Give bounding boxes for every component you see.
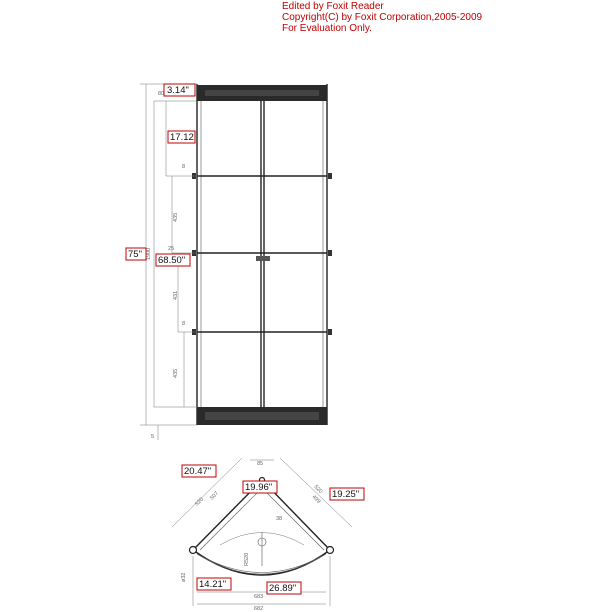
bottom-base-panel bbox=[205, 412, 319, 420]
post-right bbox=[327, 547, 334, 554]
dim-post: ø32 bbox=[181, 572, 187, 582]
plan-curved-front-inner-2 bbox=[201, 556, 322, 573]
plan-view bbox=[172, 458, 364, 612]
dim-mid: 25 bbox=[168, 246, 175, 252]
dim-radius: R520 bbox=[244, 552, 250, 566]
watermark-line-1: Edited by Foxit Reader bbox=[282, 1, 384, 12]
watermark-line-2: Copyright(C) by Foxit Corporation,2005-2009 bbox=[282, 12, 483, 23]
dim-top: 80 bbox=[158, 91, 165, 97]
dim-side-outer-right: 520 bbox=[312, 484, 324, 495]
dim-overall: 682 bbox=[254, 606, 264, 612]
shelf-clip bbox=[328, 173, 332, 179]
elevation-view bbox=[126, 84, 332, 440]
dim-section-c: 435 bbox=[173, 368, 179, 378]
plan-curved-front-inner bbox=[197, 554, 326, 574]
dim-overall-mm: 1900 bbox=[146, 247, 152, 260]
callout-top-rail: 3.14" bbox=[167, 85, 189, 96]
dim-base: 5 bbox=[151, 434, 155, 440]
callout-overall-height: 75" bbox=[128, 249, 142, 260]
dim-section-a: 435 bbox=[173, 212, 179, 222]
dim-front: 683 bbox=[254, 594, 264, 600]
callout-inner-left: 19.96" bbox=[245, 482, 273, 493]
post-left bbox=[190, 547, 197, 554]
callout-side-right: 19.25" bbox=[332, 489, 360, 500]
watermark-line-3: For Evaluation Only. bbox=[282, 23, 372, 34]
dim-side-inner-right: 499 bbox=[310, 494, 322, 505]
dim-depth: 38 bbox=[276, 516, 283, 522]
callout-side-left: 20.47" bbox=[184, 466, 212, 477]
dim-side-outer-left: 520 bbox=[194, 496, 205, 508]
callout-body-height: 68.50" bbox=[158, 255, 186, 266]
dim-top-width: 85 bbox=[257, 461, 264, 467]
shelf-clip bbox=[328, 329, 332, 335]
callout-front-left: 14.21" bbox=[199, 579, 227, 590]
dim-side-inner-left: 507 bbox=[209, 490, 220, 502]
dim-shelf-gap: 8 bbox=[182, 164, 186, 170]
dim-section-b: 431 bbox=[173, 290, 179, 300]
top-rail-panel bbox=[205, 90, 319, 96]
callout-section-1: 17.12 bbox=[170, 132, 194, 143]
dim-bottom: 8 bbox=[182, 321, 186, 327]
door-lock bbox=[256, 256, 270, 261]
shelf-clip bbox=[328, 250, 332, 256]
callout-front-width: 26.89" bbox=[269, 583, 297, 594]
